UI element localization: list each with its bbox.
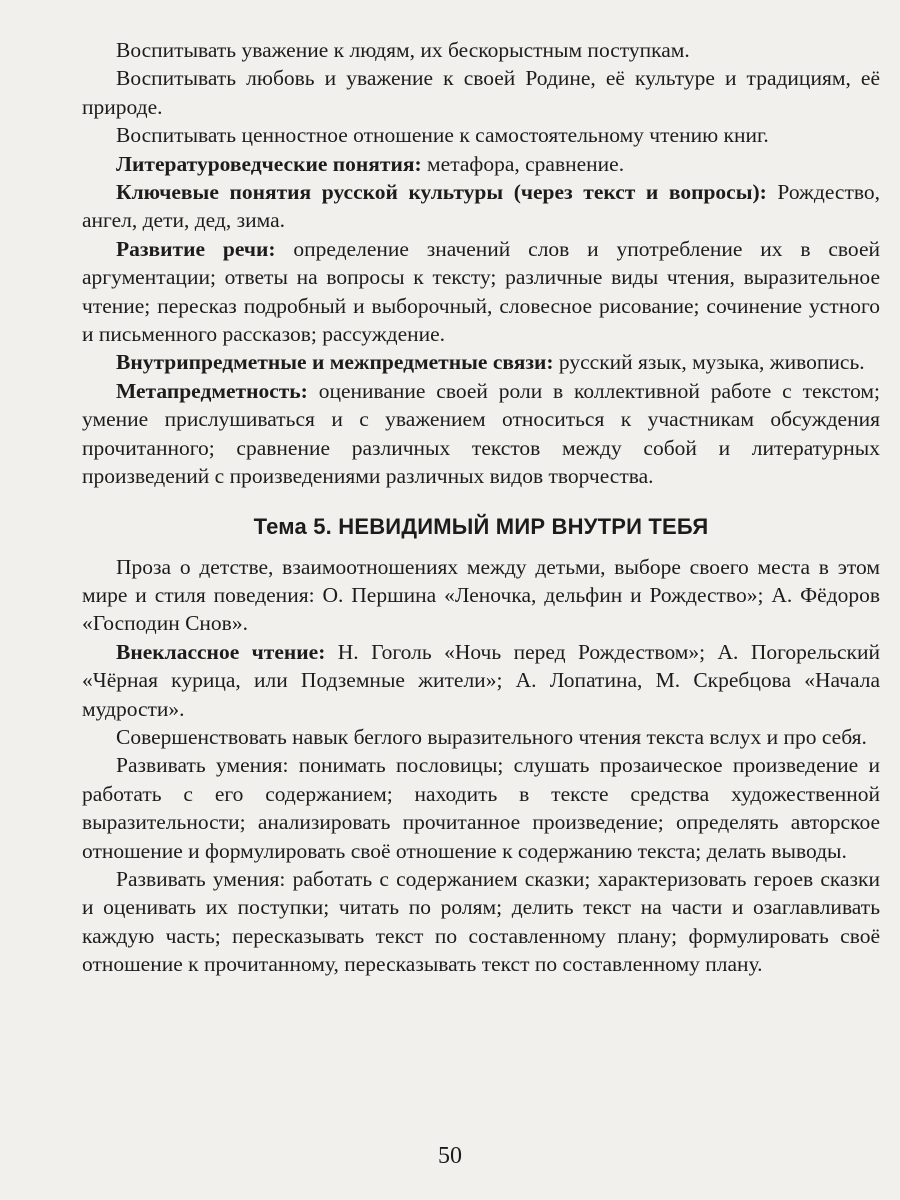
paragraph-fluent-reading: Совершенствовать навык беглого выразительного чтения текста вслух и про себя. xyxy=(116,724,867,749)
paragraph-respect-people: Воспитывать уважение к людям, их бескорыстным поступкам. xyxy=(116,38,690,62)
page-number: 50 xyxy=(438,1143,462,1169)
paragraph-prose-overview: Проза о детстве, взаимоотношениях между детьми, выборе своего места в этом мире и стиля поведения: О. Першина «Леночка, дельфин и Рождество»; А. Фёдоров «Господин Снов». xyxy=(82,554,880,636)
paragraph-speech-development: Развитие речи: определение значений слов и употребление их в своей аргументации; ответы на вопросы к тексту; различные виды чтения, выразительное чтение; пересказ подробный и выборочный, словесное рисование; сочинение устного и письменного рассказов; рассуждение. xyxy=(82,236,880,347)
paragraph-literary-concepts: Литературоведческие понятия: метафора, сравнение. xyxy=(116,151,625,176)
paragraph-love-homeland: Воспитывать любовь и уважение к своей Родине, её культуре и традициям, её природе. xyxy=(82,66,880,119)
term-label: Развитие речи: xyxy=(116,236,276,261)
section-goals xyxy=(82,36,880,491)
paragraph-skills-fairytale: Развивать умения: работать с содержанием сказки; характеризовать героев сказки и оценивать их поступки; читать по ролям; делить текст на части и озаглавливать каждую часть; пересказывать текст по составленному плану; формулировать своё отношение к прочитанному, пересказывать текст по составленному плану. xyxy=(82,866,880,977)
term-label: Внутрипредметные и межпредметные связи: xyxy=(116,350,554,375)
paragraph-skills-prose: Развивать умения: понимать пословицы; слушать прозаическое произведение и работать с его содержанием; находить в тексте средства художественной выразительности; анализировать прочитанное произведение; определять авторское отношение и формулировать своё отношение к содержанию текста; делать выводы. xyxy=(82,753,880,863)
term-label: Ключевые понятия русской культуры (через текст и вопросы): xyxy=(116,180,767,205)
paragraph-subject-links: Внутрипредметные и межпредметные связи: русский язык, музыка, живопись. xyxy=(116,350,865,375)
term-label: Литературоведческие понятия: xyxy=(116,151,422,176)
paragraph-value-reading: Воспитывать ценностное отношение к самостоятельному чтению книг. xyxy=(116,123,769,148)
paragraph-metasubject: Метапредметность: оценивание своей роли в коллективной работе с текстом; умение прислушиваться и с уважением относиться к участникам обсуждения прочитанного; сравнение различных текстов между собой и литературных произведений с произведениями различных видов творчества. xyxy=(82,378,880,489)
section-topic-5 xyxy=(82,553,880,979)
term-label: Метапредметность: xyxy=(116,378,308,403)
term-label: Внеклассное чтение: xyxy=(116,639,326,664)
paragraph-key-concepts: Ключевые понятия русской культуры (через текст и вопросы): Рождество, ангел, дети, дед, зима. xyxy=(82,180,880,233)
topic-heading: Тема 5. НЕВИДИМЫЙ МИР ВНУТРИ ТЕБЯ xyxy=(253,513,709,539)
paragraph-extracurricular-reading: Внеклассное чтение: Н. Гоголь «Ночь перед Рождеством»; А. Погорельский «Чёрная курица, или Подземные жители»; А. Лопатина, М. Скребцова «Начала мудрости». xyxy=(82,639,880,721)
